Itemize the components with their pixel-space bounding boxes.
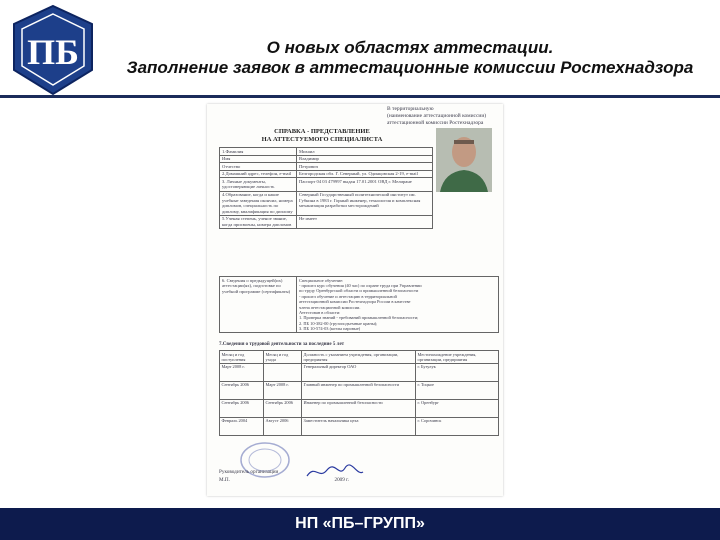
info-row [220,148,433,156]
work-history-heading: 7.Сведения о трудовой деятельности за последние 5 лет [219,342,345,347]
info-row-label: 4.Образование, когда и какие учебные заведения окончил, номера дипломов, специальность по диплому, квалификация по диплому [220,191,297,215]
row6-line: Аттестован в области: [299,309,341,315]
signer-title: Руководитель организации [219,469,279,475]
row6-line: аттестационной комиссии Ростехнадзора России в качестве [299,299,411,305]
document-signature-block [219,468,499,484]
row6-label: 6. Сведения о предыдущей(их) аттестации(ях), подготовке по учебной программе (сертификаты) [220,277,297,333]
work-cell: Февраль 2004 [220,417,264,435]
info-row-label: 5.Ученая степень, ученое звание, когда присвоены, номера дипломов [220,215,297,228]
row6-line: - прошел обучение и аттестацию в территориальной [299,293,397,299]
row6-line: Специальное обучение: [299,277,344,283]
work-cell: Заместитель начальника цеха [302,417,416,435]
row6-value [297,277,499,333]
row6-line: 2. ПБ 10-382-00 (грузоподъемные краны); [299,320,378,326]
work-cell: г. Тоцкое [416,381,499,399]
work-cell: Март 2008 г. [220,363,264,381]
person-photo [436,128,492,192]
info-row [220,178,433,191]
work-cell: Генеральный директор ОАО [302,363,416,381]
work-cell: Сентябрь 2006 [220,399,264,417]
title-line-2: Заполнение заявок в аттестационные комиссии Ростехнадзора [126,58,694,77]
slide-title [100,38,720,78]
row6-line: по труду Оренбургской области и промышленной безопасности [299,288,419,294]
info-row [220,215,433,228]
info-row-label: 2.Домашний адрес, телефон, e-mail [220,170,297,178]
work-history-table [219,350,499,436]
work-cell [264,363,302,381]
title-line-1: О новых областях аттестации. [266,38,554,57]
row6-line: - прошел курс обучения (40 час) по охране труда при Управлении [299,282,422,288]
work-cell: Инженер по промышленной безопасности [302,399,416,417]
row6-line: члена аттестационной комиссии. [299,304,361,310]
work-cell: Главный инженер по промышленной безопасности [302,381,416,399]
previous-attestation-table [219,276,499,333]
work-cell: Март 2008 г. [264,381,302,399]
info-row-value: Владимир [297,155,433,163]
work-row [220,399,499,417]
personal-info-table [219,147,433,229]
info-row [220,163,433,171]
document-heading: СПРАВКА - ПРЕДСТАВЛЕНИЕ НА АТТЕСТУЕМОГО СПЕЦИАЛИСТА [261,128,383,143]
row6-line: 1. Проверка знаний - требований промышленной безопасности; [299,315,419,321]
info-row-label: 3. Личные документы, удостоверяющие личность [220,178,297,191]
signature-date: 2009 г. [334,477,349,483]
work-row [220,363,499,381]
work-cell: г. Оренбург [416,399,499,417]
info-row-label: Имя [220,155,297,163]
work-history-header-row: Месяц и год поступления Месяц и год ухода Должность с указанием учреждения, организации, предприятия Местонахождение учреждения, организации, предприятия [220,351,499,364]
logo-text: ПБ [27,32,79,72]
info-row-value: Не имеет [297,215,433,228]
info-row-value: Михаил [297,148,433,156]
document-addressee: В территориальную (наименование аттестационной комиссии) аттестационной комиссии Ростехнадзора [387,106,487,126]
scanned-document [207,104,503,496]
title-divider [0,95,720,98]
info-row-value: Паспорт 04 03 479997 выдан 17.01.2001 ОВД г. Мелиране [297,178,433,191]
work-cell: г. Бузулук [416,363,499,381]
info-row [220,191,433,215]
row6-line: 3. ПБ 10-574-03 (котлы паровые) [299,326,361,332]
info-row [220,170,433,178]
work-cell: г. Сорочинск [416,417,499,435]
work-cell: Август 2006 [264,417,302,435]
info-row-label: Отчество [220,163,297,171]
company-logo [8,4,98,96]
work-cell: Сентябрь 2006 [220,381,264,399]
info-row-label: 1.Фамилия [220,148,297,156]
work-row [220,381,499,399]
stamp-label: М.П. [219,477,230,483]
footer-organization-name: НП «ПБ–ГРУПП» [295,515,425,532]
info-row-value: Петрович [297,163,433,171]
info-row-value: Белгородская обл. Г. Северный, ул. Одинцовская 2-19, e-mail [297,170,433,178]
work-cell: Сентябрь 2006 [264,399,302,417]
info-row [220,155,433,163]
work-row [220,417,499,435]
info-row-value: Северный Государственный политехнический институт им. Губкина в 1983 г. Горный инженер, технология и комплексная механизация разработки месторождений [297,191,433,215]
